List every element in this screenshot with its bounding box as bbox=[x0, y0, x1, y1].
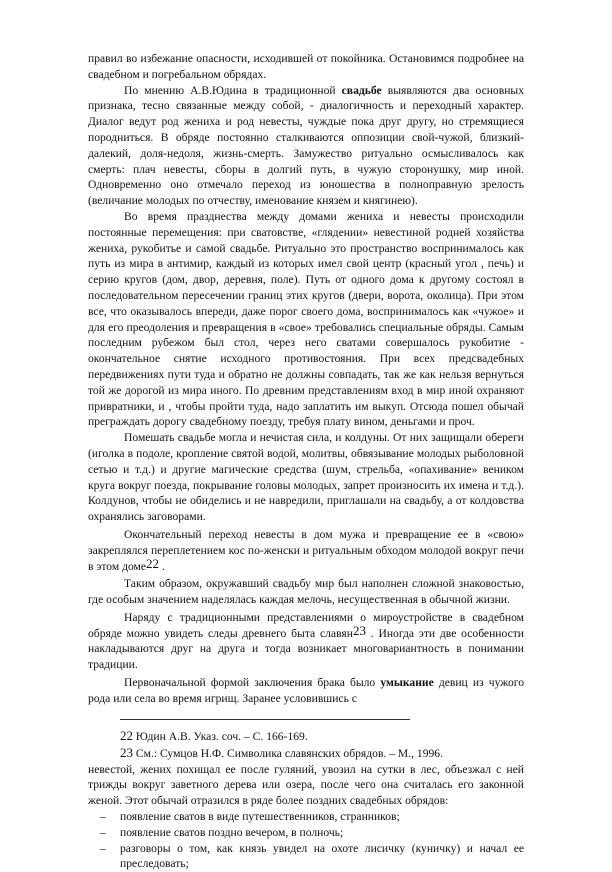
main-paragraphs bbox=[88, 51, 524, 707]
list-marker: – bbox=[100, 825, 106, 839]
list-item bbox=[88, 841, 524, 872]
paragraph-p8 bbox=[88, 762, 524, 809]
custom-list bbox=[88, 809, 524, 872]
footnote-22 bbox=[120, 728, 524, 745]
text-run: невестой, жених похищал ее после гуляний, увозил на сутки в лес, объезжал с ней трижды вокруг заветного дерева или озера, после чего она считалась его законной женой. Этот обычай отразился в ряде более поздних свадебных обрядов: bbox=[88, 762, 524, 808]
paragraph-p7 bbox=[88, 675, 524, 707]
text-run: Первоначальной формой заключения брака было bbox=[124, 676, 381, 690]
paragraph-p6 bbox=[88, 610, 524, 673]
text-run: выявляются два основных признака, тесно связанные между собой, - диалогичность и переходный характер. Диалог ведут род жениха и род невесты, чуждые пока друг другу, но стремящиеся породниться. В обряде постоянно сталкиваются оппозиции свой-чужой, близкий-далекий, доля-недоля, жизнь-смерть. Замужество ритуально осмысливалось как смерть: плач невесты, сборы в долгий путь, в чужую сторонушку, мир иной. Одновременно оно отмечало переход из юношества в полноправную зрелость (величание молодых по отчеству, именование князем и княгинею). bbox=[88, 83, 524, 208]
footnote-text: Юдин А.В. Указ. соч. – С. 166-169. bbox=[133, 729, 308, 743]
paragraph-p0 bbox=[88, 51, 524, 83]
text-run: Во время празднества между домами жениха и невесты происходили постоянные перемещения: при сватовстве, «глядении» невестиной родней хозяйства жениха, рукобитье и самой свадьбе. Ритуально это пространство воспринималось как путь из мира в антимир, каждый из которых имел свой центр (красный угол , печь) и серию кругов (дом, двор, деревня, поле). Путь от одного дома к другому состоял в последовательном пересечении границ этих кругов (двери, ворота, околица). При этом все, что оказывалось впереди, даже порог своего дома, воспринималось как «чужое» и для его преодоления и превращения в «свое» требовались специальные обряды. Самым последним рубежом был стол, через него сватами совершалось рукобитие - окончательное снятие исходного противостояния. При всех предсвадебных передвижениях пути туда и обратно не должны совпадать, так же как нельзя вернуться той же дорогой из мира иного. По древним представлениям вход в мир иной охраняют привратники, и , чтобы пройти туда, надо заплатить им выкуп. Отсюда пошел обычай преграждать дорогу свадебному поезду, требуя плату вином, деньгами и проч. bbox=[88, 209, 524, 429]
paragraph-p3 bbox=[88, 430, 524, 525]
list-item-text: появление сватов поздно вечером, в полночь; bbox=[120, 825, 344, 839]
text-run: . Иногда эти две особенности накладываются друг на друга и тогда возникает многовариантность в понимании традиции. bbox=[88, 626, 524, 672]
footnote-ref[interactable]: 22 bbox=[146, 555, 160, 571]
list-item bbox=[88, 809, 524, 825]
paragraph-p1 bbox=[88, 83, 524, 209]
footnotes bbox=[88, 728, 524, 762]
body-text bbox=[88, 51, 524, 872]
footnote-number: 22 bbox=[120, 727, 133, 743]
footnote-23 bbox=[120, 745, 524, 762]
list-marker: – bbox=[100, 841, 106, 855]
text-run: Наряду с традиционными представлениями о мироустройстве в свадебном обряде можно увидеть следы древнего быта славян bbox=[88, 610, 524, 640]
continuation-paragraph bbox=[88, 762, 524, 809]
text-run: Помешать свадьбе могла и нечистая сила, и колдуны. От них защищали обереги (иголка в подоле, кропление святой водой, молитвы, обвязывание молодых рыболовной сетью и т.д.) и другие магические средства (шум, стрельба, «опахивание» веником круга вокруг поезда, покрывание головы молодых, запрет произносить их имена и т.д.). Колдунов, чтобы не обиделись и не навредили, приглашали на свадьбу, а от колдовства охранялись заговорами. bbox=[88, 431, 524, 524]
footnote-ref[interactable]: 23 bbox=[352, 622, 366, 638]
bold-term: умыкание bbox=[380, 676, 434, 690]
text-run: Таким образом, окружавший свадьбу мир был наполнен сложной знаковостью, где особым значением наделялась каждая мелочь, несущественная в обычной жизни. bbox=[88, 577, 524, 607]
text-run: Окончательный переход невесты в дом мужа и превращение ее в «свою» закреплялся переплетением кос по-женски и ритуальным обходом молодой вокруг печи в этом доме bbox=[88, 527, 524, 573]
text-run: По мнению А.В.Юдина в традиционной bbox=[124, 83, 342, 97]
text-run: девиц из чужого рода или села во время игрищ. Заранее условившись с bbox=[88, 676, 525, 705]
text-run: . bbox=[159, 559, 165, 573]
list-item bbox=[88, 825, 524, 841]
text-run: правил во избежание опасности, исходившей от покойника. Остановимся подробнее на свадебном и погребальном обрядах. bbox=[88, 52, 524, 81]
footnote-number: 23 bbox=[120, 744, 133, 760]
list-item-text: разговоры о том, как князь увидел на охоте лисичку (куничку) и начал ее преследовать; bbox=[120, 841, 524, 871]
paragraph-p5 bbox=[88, 576, 524, 608]
paragraph-p4 bbox=[88, 527, 524, 574]
list-marker: – bbox=[100, 810, 106, 824]
paragraph-p2 bbox=[88, 209, 524, 430]
footnote-text: См.: Сумцов Н.Ф. Символика славянских обрядов. – М., 1996. bbox=[133, 746, 444, 760]
footnote-separator bbox=[120, 719, 410, 720]
list-item-text: появление сватов в виде путешественников, странников; bbox=[120, 810, 400, 824]
bold-term: свадьбе bbox=[341, 83, 382, 97]
